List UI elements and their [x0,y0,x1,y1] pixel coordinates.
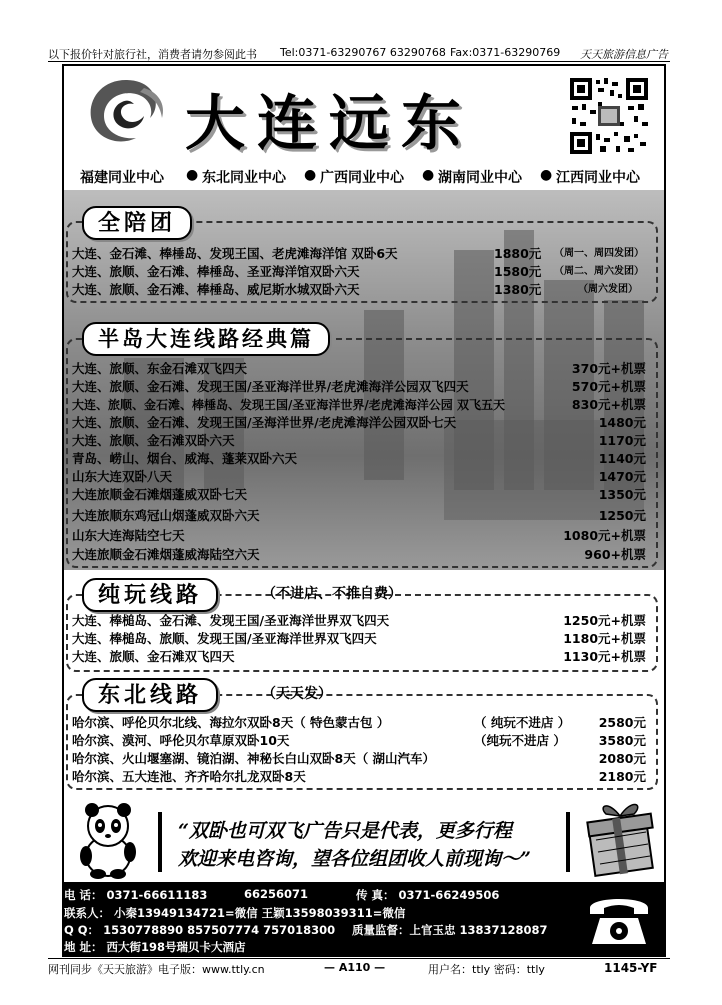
route-row [72,360,652,378]
route-extra: （ 纯玩不进店 ） [474,715,571,730]
qq-numbers: 1530778890 857507774 757018300 [103,923,336,937]
route-price: 1480元 [598,415,646,430]
route-name: 青岛、崂山、烟台、威海、蓬莱双卧六天 [72,451,298,466]
route-row [72,546,652,564]
route-row [72,714,652,732]
route-price: 2580元 [598,715,646,730]
company-logo-icon [82,74,170,150]
route-row [72,378,652,396]
top-notice: 以下报价针对旅行社，消费者请勿参阅此书 [48,48,257,61]
telephone-icon [584,890,654,948]
brand-title: 大连远东 [185,89,473,159]
phone-number: 0371-66611183 [106,888,208,902]
route-name: 山东大连双卧八天 [72,469,173,484]
top-fax: Fax:0371-63290769 [450,46,561,59]
panda-mascot-icon [72,800,144,880]
quality-supervisor: 质量监督：上官玉忠 13837128087 [352,923,548,937]
section-pure-play-title: 纯玩线路 [82,578,218,612]
route-name: 大连、金石滩、棒棰岛、发现王国、老虎滩海洋馆 双卧6天 [72,246,398,261]
slogan-box [158,812,570,872]
top-tel: Tel:0371-63290767 63290768 [280,46,446,59]
route-price: 1140元 [598,451,646,466]
route-row [72,468,652,486]
route-name: 大连、旅顺、金石滩、发现王国/圣亚海洋世界/老虎滩海洋公园双飞四天 [72,379,469,394]
section-full-escort-title: 全陪团 [82,206,192,240]
fax-number: 0371-66249506 [398,888,500,902]
route-name: 哈尔滨、漠河、呼伦贝尔草原双卧10天 [72,733,290,748]
route-row [72,768,652,786]
phone-label: 电 话： [64,888,103,902]
route-price: 960+机票 [584,547,646,562]
section-classic-title: 半岛大连线路经典篇 [82,322,330,356]
section-pure-play-note: （不进店、不推自费） [262,586,402,602]
qr-code-icon[interactable] [568,76,650,156]
route-row [72,750,652,768]
fax-label: 传 真： [356,888,395,902]
route-price: 1170元 [598,433,646,448]
route-name: 大连、旅顺、金石滩、棒棰岛、圣亚海洋馆双卧六天 [72,264,360,279]
route-name: 大连、棒槌岛、旅顺、发现王国/圣亚海洋世界双飞四天 [72,631,377,646]
route-price: 1880元 [494,246,542,261]
route-name: 哈尔滨、火山堰塞湖、镜泊湖、神秘长白山双卧8天（ 湖山汽车） [72,751,436,766]
route-name: 哈尔滨、五大连池、齐齐哈尔扎龙双卧8天 [72,769,306,784]
route-price: 1130元+机票 [563,649,646,664]
route-price: 1380元 [494,282,542,297]
route-price: 370元+机票 [571,361,646,376]
route-row [72,630,652,648]
route-name: 大连旅顺金石滩烟蓬威双卧七天 [72,487,248,502]
issue-code: 1145-YF [604,961,658,975]
center-item: 湖南同业中心 [438,170,522,186]
center-bullet: ● [422,167,435,183]
route-name: 大连、旅顺、东金石滩双飞四天 [72,361,248,376]
route-row [72,732,652,750]
route-row [72,648,652,666]
route-name: 大连、旅顺、金石滩、发现王国/圣海洋世界/老虎滩海洋公园双卧七天 [72,415,457,430]
route-price: 1250元+机票 [563,613,646,628]
route-row [72,527,652,545]
route-name: 山东大连海陆空七天 [72,528,185,543]
route-row [72,263,652,281]
route-name: 大连、旅顺、金石滩、棒棰岛、发现王国/圣亚海洋世界/老虎滩海洋公园 双飞五天 [72,398,505,412]
route-name: 大连旅顺金石滩烟蓬威海陆空六天 [72,547,260,562]
route-name: 大连、旅顺、金石滩双飞四天 [72,649,235,664]
login-info: 用户名：ttly 密码：ttly [428,963,545,976]
route-price: 1470元 [598,469,646,484]
route-price: 1250元 [598,508,646,523]
center-bullet: ● [304,167,317,183]
route-price: 3580元 [598,733,646,748]
route-row [72,432,652,450]
route-price: 1080元+机票 [563,528,646,543]
route-depart: （周二、周六发团） [554,266,644,277]
section-northeast-note: （天天发） [262,686,332,702]
route-name: 大连旅顺东鸡冠山烟蓬威双卧六天 [72,508,260,523]
address-label: 地 址： [64,940,103,954]
route-row [72,281,652,299]
route-extra: （纯玩不进店 ） [474,733,566,748]
route-price: 2080元 [598,751,646,766]
route-row [72,612,652,630]
center-bullet: ● [186,167,199,183]
route-name: 哈尔滨、呼伦贝尔北线、海拉尔双卧8天（ 特色蒙古包 ） [72,715,390,730]
center-item: 江西同业中心 [556,170,640,186]
center-bullet: ● [540,167,553,183]
qq-label: Q Q： [64,923,100,937]
top-publication: 天天旅游信息广告 [580,48,668,61]
phone-number-2: 66256071 [244,887,309,901]
route-price: 830元+机票 [571,397,646,412]
route-price: 570元+机票 [571,379,646,394]
route-row [72,245,652,263]
contact-block [64,882,664,955]
route-row [72,414,652,432]
gift-box-icon [582,796,662,880]
route-depart: （周六发团） [578,284,638,295]
center-item: 福建同业中心 [80,170,164,186]
sync-info: 网刊同步《天天旅游》电子版：www.ttly.cn [48,963,265,976]
route-price: 2180元 [598,769,646,784]
route-row [72,450,652,468]
slogan-line-2: 欢迎来电咨询，望各位组团收人前现询～” [178,848,531,870]
route-price: 1350元 [598,487,646,502]
contact-persons: 小秦13949134721=微信 王颖13598039311=微信 [114,906,406,920]
route-row [72,486,652,504]
partner-centers [64,162,664,188]
center-item: 东北同业中心 [202,170,286,186]
route-price: 1580元 [494,264,542,279]
route-price: 1180元+机票 [563,631,646,646]
route-row [72,396,652,414]
slogan-line-1: “双卧也可双飞广告只是代表，更多行程 [178,820,512,842]
address-value: 西大街198号瑞贝卡大酒店 [106,940,246,954]
top-bar [48,44,670,62]
center-item: 广西同业中心 [320,170,404,186]
route-name: 大连、旅顺、金石滩、棒棰岛、威尼斯水城双卧六天 [72,282,360,297]
page-number: — A110 — [324,961,386,974]
route-row [72,507,652,525]
bottom-bar [48,958,670,978]
route-depart: （周一、周四发团） [554,248,644,259]
contact-person-label: 联系人： [64,906,110,920]
section-northeast-title: 东北线路 [82,678,218,712]
route-name: 大连、旅顺、金石滩双卧六天 [72,433,235,448]
route-name: 大连、棒槌岛、金石滩、发现王国/圣亚海洋世界双飞四天 [72,613,390,628]
